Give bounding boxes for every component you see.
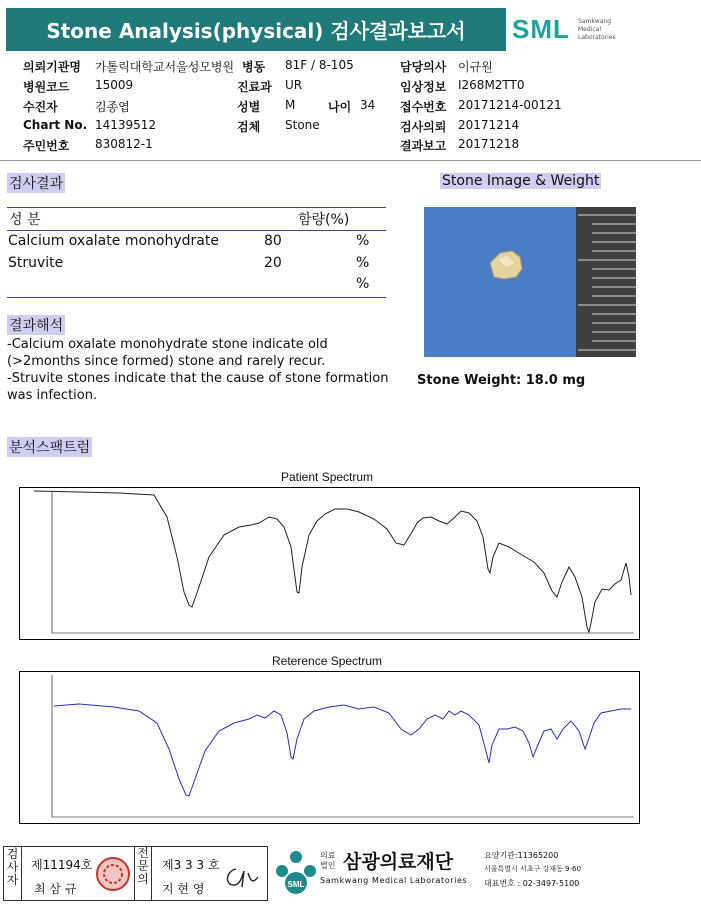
report-title: Stone Analysis(physical) 검사결과보고서 — [6, 8, 506, 51]
interpretation-title: 결과해석 — [7, 315, 65, 335]
logo-text: SML — [512, 14, 570, 44]
ward-label: 병동 — [242, 60, 266, 74]
result-unit: % — [356, 276, 370, 292]
sex-value: M — [285, 98, 296, 112]
stone-photo-art — [424, 207, 636, 357]
chart-no-label: Chart No. — [23, 118, 88, 132]
signature-box — [3, 846, 268, 901]
age-label: 나이 — [328, 100, 352, 114]
clinical-value: I268M2TT0 — [458, 78, 525, 92]
patient-value: 김종엽 — [95, 100, 130, 114]
divider — [0, 160, 701, 161]
org-address: 서울특별시 서초구 강재동 9-60 — [484, 865, 581, 873]
institution-label: 의뢰기관명 — [23, 60, 81, 74]
svg-text:SML: SML — [287, 880, 305, 889]
doctor-label: 담당의사 — [400, 60, 447, 74]
col-content: 함량(%) — [298, 212, 350, 228]
logo-subtitle: Samkwang Medical Laboratories — [578, 18, 616, 41]
ward-value: 81F / 8-105 — [285, 58, 354, 72]
id-value: 830812-1 — [95, 137, 153, 151]
result-value: 20 — [264, 255, 282, 271]
patient-spectrum-chart — [19, 487, 640, 640]
table-top-line — [7, 207, 386, 208]
receipt-label: 접수번호 — [400, 100, 447, 114]
department-label: 진료과 — [237, 80, 272, 94]
specimen-label: 검체 — [237, 120, 261, 134]
result-value: 80 — [264, 233, 282, 249]
specimen-value: Stone — [285, 118, 320, 132]
reference-spectrum-title: Reterence Spectrum — [272, 654, 383, 668]
stone-photo — [424, 207, 636, 357]
specialist-label: 전문의 — [134, 847, 152, 900]
result-unit: % — [356, 255, 370, 271]
results-title: 검사결과 — [7, 173, 65, 193]
hospital-code-value: 15009 — [95, 78, 134, 92]
patient-label: 수진자 — [23, 100, 58, 114]
examiner-number: 제11194호 — [31, 858, 93, 872]
request-value: 20171214 — [458, 118, 520, 132]
id-label: 주민번호 — [23, 139, 70, 153]
specialist-number: 제3 3 3 호 — [162, 858, 220, 872]
org-phone: 대표번호 : 02-3497-5100 — [484, 879, 580, 888]
examiner-seal — [95, 856, 131, 892]
clinical-label: 임상정보 — [400, 80, 447, 94]
table-bottom-line — [7, 297, 386, 298]
samkwang-logo-icon — [272, 847, 318, 899]
receipt-value: 20171214-00121 — [458, 98, 562, 112]
interpretation-text — [7, 336, 402, 404]
care-number: 요양기관:11365200 — [484, 851, 559, 860]
reference-spectrum-chart — [19, 671, 640, 824]
spectrum-title: 분석스팩트럼 — [7, 437, 92, 457]
org-name: 삼광의료재단 — [343, 851, 454, 873]
sex-label: 성별 — [237, 100, 261, 114]
result-name: Calcium oxalate monohydrate — [8, 233, 219, 249]
doctor-value: 이규원 — [458, 60, 493, 74]
stone-image-title: Stone Image & Weight — [442, 173, 600, 189]
table-header-line — [7, 230, 386, 231]
org-type: 의료법인 — [320, 851, 336, 870]
interpretation-line: -Struvite stones indicate that the cause of stone formation was infection. — [7, 371, 389, 403]
patient-spectrum-title: Patient Spectrum — [281, 470, 374, 484]
chart-no-value: 14139512 — [95, 118, 157, 132]
examiner-label: 검사자 — [4, 847, 22, 900]
examiner-name: 최 삼 규 — [34, 882, 77, 896]
institution-value: 가톨릭대학교서울성모병원 — [95, 60, 235, 74]
org-english: Samkwang Medical Laboratories — [320, 876, 468, 885]
specialist-signature — [222, 863, 264, 893]
footer — [0, 843, 701, 905]
stone-weight: Stone Weight: 18.0 mg — [417, 373, 586, 388]
report-value: 20171218 — [458, 137, 520, 151]
report-label: 결과보고 — [400, 139, 447, 153]
request-label: 검사의뢰 — [400, 120, 447, 134]
result-name: Struvite — [8, 255, 64, 271]
result-unit: % — [356, 233, 370, 249]
department-value: UR — [285, 78, 303, 92]
interpretation-line: -Calcium oxalate monohydrate stone indicate old (>2months since formed) stone and rarely recur. — [7, 337, 328, 369]
age-value: 34 — [360, 98, 376, 112]
col-component: 성 분 — [9, 212, 41, 228]
hospital-code-label: 병원코드 — [23, 80, 70, 94]
sml-logo — [512, 14, 632, 50]
specialist-name: 지 현 영 — [162, 882, 205, 896]
